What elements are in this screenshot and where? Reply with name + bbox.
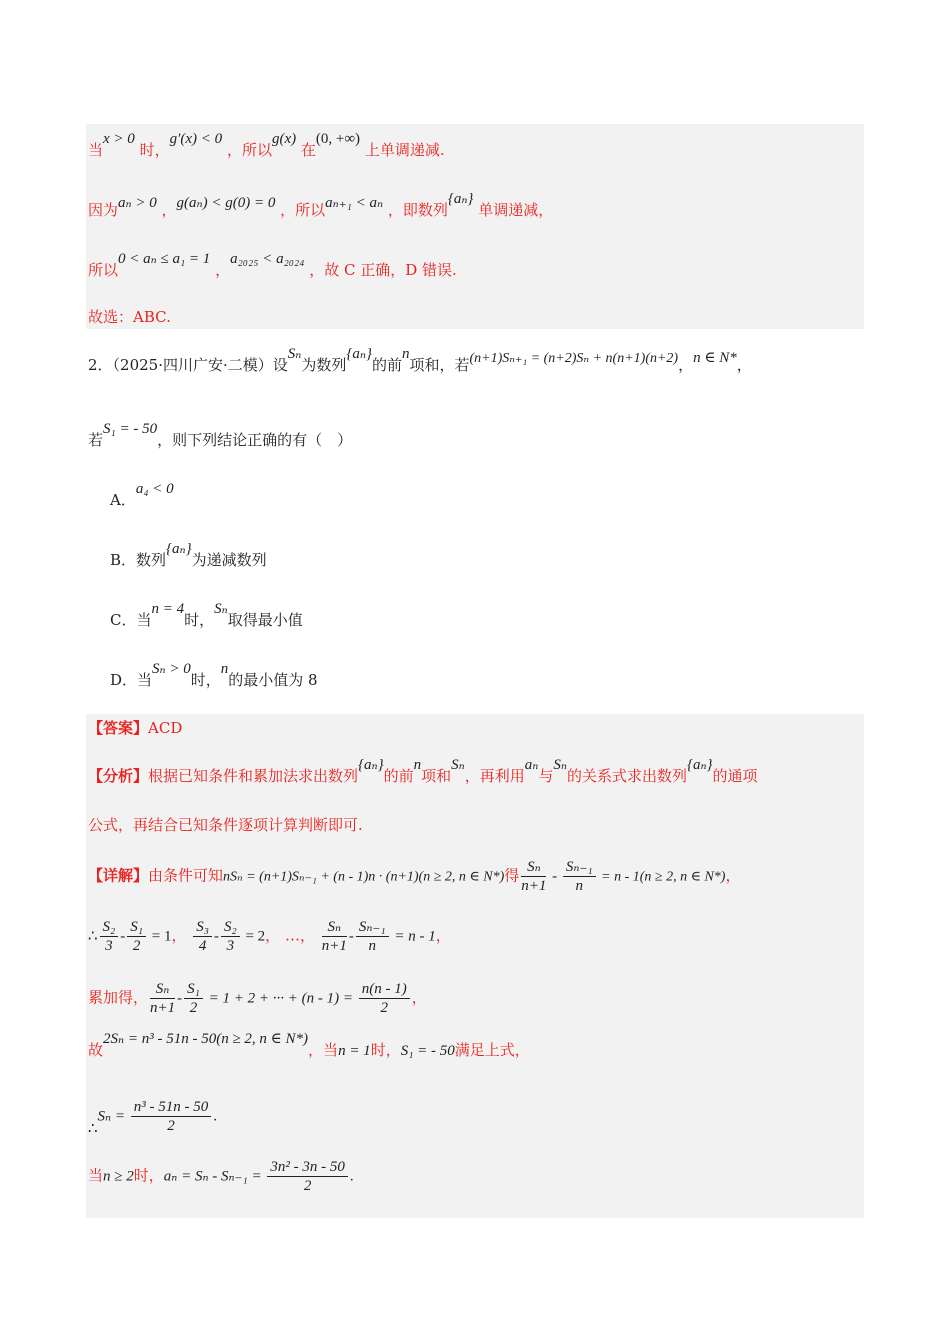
detail-line-2: ∴ $\frac{\text{S₂}}{3}$ - $\frac{\text{S₁}}{2}$ = 1， $\frac{\text{S₃}}{4}$ - $\frac{\text{S₂}}{3}$ = 2， …， $\frac{\text{Sₙ}}{n+1}$ - $\frac{\text{Sₙ₋₁}}{n}$ = n - 1， [88,919,451,954]
option-d[interactable] [110,661,318,691]
solution-line-3 [88,251,457,281]
text: 时， [133,1166,164,1185]
math: aₙ > 0 [118,195,157,211]
math: n [220,661,229,677]
fraction [521,858,546,895]
math: aₙ = Sₙ - Sₙ₋₁ = [163,1168,266,1185]
fraction [563,858,596,895]
text: ， [435,926,451,945]
math: = 2 [241,928,266,945]
question-source: （2025·四川广安·二模） [112,356,273,374]
numerator: Sₙ₋₁ [356,918,389,937]
text: 因为 [88,201,119,219]
text: ， [411,988,427,1007]
analysis-tag: 【分析】 [88,767,149,785]
denominator: 2 [303,1178,312,1194]
text: ，所以 [226,141,272,159]
numerator: Sₙ [150,980,175,999]
question-stem-line-2 [88,421,353,451]
fraction [322,918,347,955]
math: n [401,346,410,362]
text: ，当 [308,1041,339,1059]
text: 上单调递减. [364,141,445,159]
text: ，则下列结论正确的有（ ） [157,431,353,449]
numerator: 3n² - 3n - 50 [267,1158,348,1177]
math: aₙ [524,757,539,773]
math: g(aₙ) < g(0) = 0 [176,195,276,211]
math: g(x) [271,131,297,147]
text: 设 [272,356,288,374]
analysis-line-2: 公式，再结合已知条件逐项计算判断即可. [88,816,363,834]
math: = 1 [147,928,172,945]
fraction [267,1158,348,1195]
detail-line-1 [88,858,740,895]
math: {aₙ} [447,191,474,207]
math: nSₙ = (n+1)Sₙ₋₁ + (n - 1)n · (n+1)(n ≥ 2, n ∈ N*) [223,869,505,885]
detail-line-5 [88,1098,217,1135]
fraction [100,918,119,955]
math: g′(x) < 0 [169,131,223,147]
text: ， [171,926,187,945]
text: 累加得， [88,988,149,1007]
text: 得 [504,866,520,885]
math: = n - 1(n ≥ 2, n ∈ N*) [597,869,726,885]
text: ， [678,356,694,374]
math: {aₙ} [358,757,384,773]
text: 根据已知条件和累加法求出数列 [148,767,359,785]
option-c[interactable] [110,601,303,631]
text: 的前 [383,767,414,785]
denominator: 4 [198,938,207,954]
detail-line-6 [88,1158,354,1195]
text: 的前 [371,356,402,374]
question-stem [88,346,752,377]
solution-choice: 故选：ABC. [88,308,171,326]
math: 0 < aₙ ≤ a₁ = 1 [118,251,211,267]
math: S₁ = - 50 [400,1043,455,1059]
math: n = 4 [151,601,185,617]
option-label: D． [110,671,138,689]
numerator: S₁ [127,918,146,937]
numerator: S₁ [184,980,203,999]
text: 当 [137,671,153,689]
math: = 1 + 2 + ··· + (n - 1) = [204,990,357,1007]
option-label: C． [110,611,137,629]
text: 当 [136,611,152,629]
text: 项和 [421,767,452,785]
ellipsis: …， [284,926,315,945]
denominator: 3 [226,938,235,954]
therefore-symbol: ∴ [88,928,98,945]
math: {aₙ} [346,346,372,362]
math: n = 1 [338,1043,371,1059]
text: 为递减数列 [191,551,267,569]
numerator: n(n - 1) [359,980,410,999]
numerator: S₂ [221,918,240,937]
fraction [184,980,203,1017]
math: {aₙ} [166,541,192,557]
text: ， [161,201,177,219]
text: 单调递减， [478,201,554,219]
text: 的关系式求出数列 [566,767,687,785]
denominator: 2 [167,1118,175,1134]
answer-line [88,718,182,738]
text: 时， [184,611,215,629]
text: 的通项 [712,767,758,785]
numerator: Sₙ [521,858,546,877]
math: = n - 1 [390,928,436,945]
math: n [413,757,422,773]
math: a₂₀₂₅ < a₂₀₂₄ [230,251,305,267]
text: 时， [139,141,170,159]
text: 由条件可知 [148,866,224,885]
text: 时， [370,1041,401,1059]
option-label: A． [110,491,136,509]
fraction [221,918,240,955]
option-a[interactable] [110,481,174,511]
detail-tag: 【详解】 [88,866,149,885]
math: Sₙ [451,757,465,773]
math: aₙ₊₁ < aₙ [325,195,384,211]
detail-line-3: 累加得， $\frac{\text{Sₙ}}{n+1}$ - $\frac{\text{S₁}}{2}$ = 1 + 2 + ··· + (n - 1) = $\frac{n(n - 1)}{2}$ ， [88,981,427,1016]
option-b[interactable] [110,541,267,571]
text: 数列 [136,551,167,569]
math: (n+1)Sₙ₊₁ = (n+2)Sₙ + n(n+1)(n+2) [469,351,679,366]
text: ，所以 [280,201,326,219]
denominator: n [575,878,584,894]
therefore-symbol: ∴ [88,1120,98,1137]
denominator: n [368,938,376,954]
denominator: n+1 [321,938,347,954]
denominator: n+1 [521,878,547,894]
text: 所以 [88,261,119,279]
denominator: 2 [189,1000,198,1016]
detail-line-4 [88,1031,530,1061]
math: {aₙ} [686,757,713,773]
math: n ≥ 2 [103,1168,134,1185]
denominator: 3 [105,938,113,954]
text: 的最小值为 8 [228,671,318,689]
numerator: Sₙ₋₁ [563,858,596,877]
text: ， [736,356,752,374]
math: S₁ = - 50 [103,421,158,437]
text: 取得最小值 [227,611,303,629]
math: Sₙ = [97,1108,129,1125]
math: . [213,1108,217,1125]
math: Sₙ [553,757,567,773]
math: a₄ < 0 [135,481,174,497]
math: Sₙ > 0 [152,661,191,677]
analysis-line [88,757,758,787]
text: 与 [538,767,554,785]
denominator: n+1 [150,1000,176,1016]
answer-tag: 【答案】 [88,719,149,737]
text: 为数列 [301,356,347,374]
fraction [131,1098,212,1135]
text: ，故 C 正确，D 错误. [309,261,457,279]
text: 满足上式， [454,1041,530,1059]
denominator: 2 [380,1000,388,1016]
math: n ∈ N* [693,350,737,366]
text: 若 [88,431,104,449]
solution-box-2 [86,714,864,1218]
math: (0, +∞) [315,131,361,147]
text: ， [725,866,741,885]
numerator: S₂ [100,918,119,937]
fraction [193,918,212,955]
option-label: B． [110,551,137,569]
fraction [150,980,175,1017]
fraction [359,980,410,1017]
solution-line-1 [88,131,445,161]
math: Sₙ [287,346,302,362]
math: . [349,1168,354,1185]
text: 项和，若 [409,356,470,374]
text: ，即数列 [387,201,448,219]
math: x > 0 [103,131,135,147]
question-number: 2． [88,356,113,374]
text: ， [265,926,281,945]
answer-value: ACD [148,719,183,737]
fraction [127,918,146,955]
math: 2Sₙ = n³ - 51n - 50(n ≥ 2, n ∈ N*) [103,1031,309,1047]
text: 当 [88,141,104,159]
math: Sₙ [214,601,228,617]
text: 故 [88,1041,104,1059]
text: ，再利用 [464,767,525,785]
text: 时， [190,671,221,689]
numerator: Sₙ [322,918,347,937]
text: 在 [300,141,316,159]
math: - [548,868,561,885]
denominator: 2 [132,938,141,954]
fraction [356,918,389,955]
numerator: S₃ [193,918,212,937]
text: 当 [88,1166,104,1185]
text: ， [215,261,231,279]
solution-line-2 [88,191,554,221]
numerator: n³ - 51n - 50 [131,1098,212,1117]
